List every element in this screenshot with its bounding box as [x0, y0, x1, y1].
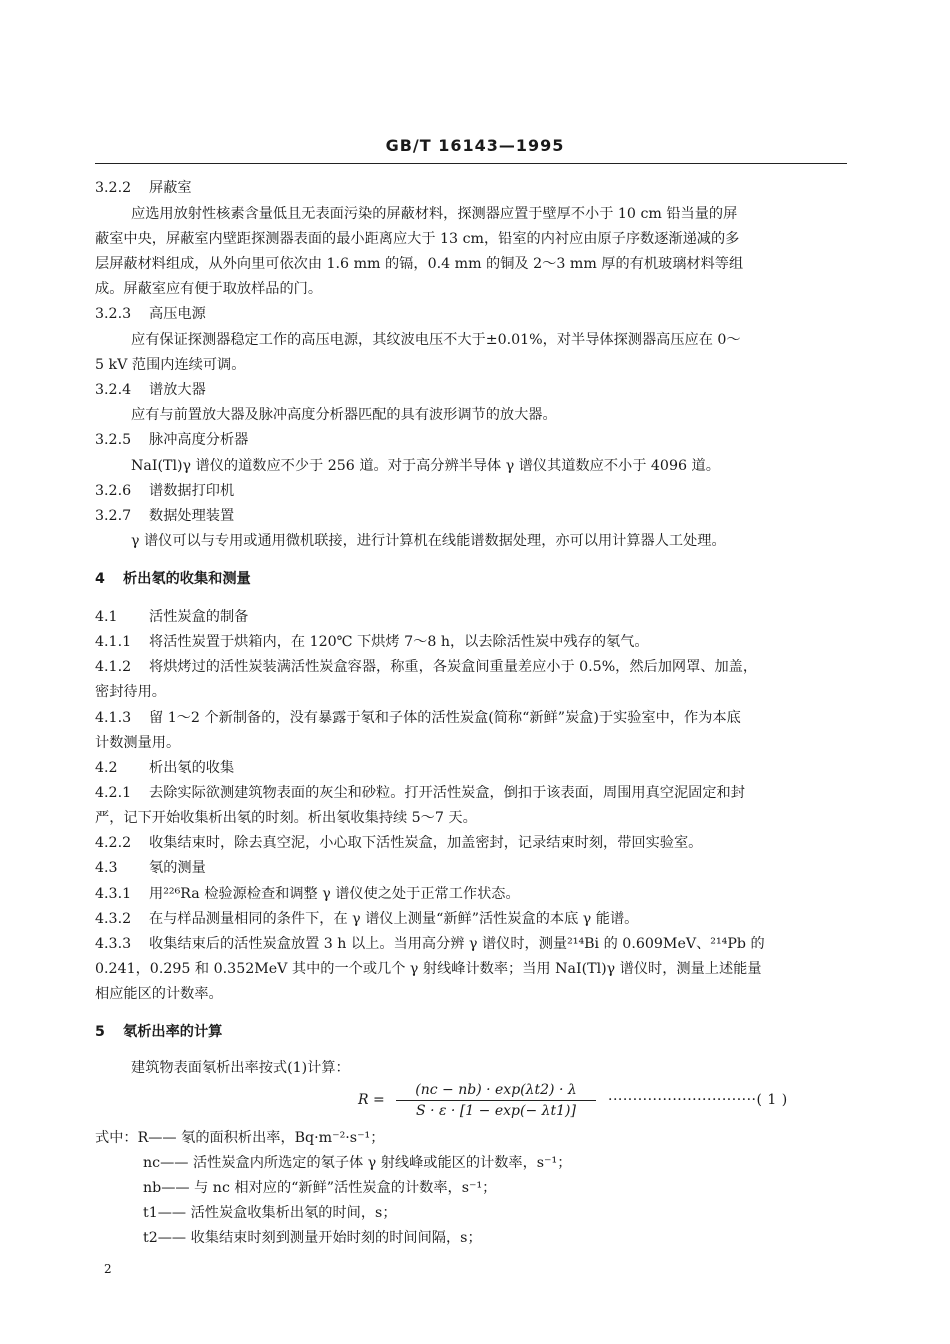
paragraph-line: NaI(Tl)γ 谱仪的道数应不少于 256 道。对于高分辨半导体 γ 谱仪其道数应不小于 4096 道。 — [131, 458, 720, 474]
paragraph-line: 应有与前置放大器及脉冲高度分析器匹配的具有波形调节的放大器。 — [131, 407, 557, 423]
clause-4-1-3: 4.1.3 留 1～2 个新制备的，没有暴露于氡和子体的活性炭盒(简称“新鲜”炭盒)于实验室中，作为本底 — [95, 710, 741, 726]
clause-4-3-2: 4.3.2 在与样品测量相同的条件下，在 γ 谱仪上测量“新鲜”活性炭盒的本底 γ 能谱。 — [95, 911, 639, 927]
clause-3-2-5-heading: 3.2.5 脉冲高度分析器 — [95, 432, 249, 448]
clause-4-1-1: 4.1.1 将活性炭置于烘箱内，在 120℃ 下烘烤 7～8 h，以去除活性炭中残存的氡气。 — [95, 634, 649, 650]
equation-denominator: S · ε · [1 − exp(− λt1)] — [416, 1103, 576, 1119]
clause-3-2-3-heading: 3.2.3 高压电源 — [95, 306, 206, 322]
paragraph-line: 蔽室中央，屏蔽室内壁距探测器表面的最小距离应大于 13 cm，铅室的内衬应由原子序数逐渐递减的多 — [95, 231, 740, 247]
clause-3-2-7-heading: 3.2.7 数据处理装置 — [95, 508, 235, 524]
paragraph-line: 5 kV 范围内连续可调。 — [95, 357, 246, 373]
paragraph-line: 建筑物表面氡析出率按式(1)计算： — [131, 1060, 350, 1076]
variable-definition: 式中：R—— 氡的面积析出率，Bq·m⁻²·s⁻¹； — [95, 1130, 385, 1146]
paragraph-line: 密封待用。 — [95, 684, 166, 700]
clause-4-2-heading: 4.2 析出氡的收集 — [95, 760, 235, 776]
clause-4-2-2: 4.2.2 收集结束时，除去真空泥，小心取下活性炭盒，加盖密封，记录结束时刻，带回实验室。 — [95, 835, 703, 851]
paragraph-line: 0.241，0.295 和 0.352MeV 其中的一个或几个 γ 射线峰计数率；当用 NaI(Tl)γ 谱仪时，测量上述能量 — [95, 961, 762, 977]
equation-1 — [358, 1082, 838, 1122]
clause-4-1-heading: 4.1 活性炭盒的制备 — [95, 609, 249, 625]
paragraph-line: 严，记下开始收集析出氡的时刻。析出氡收集持续 5～7 天。 — [95, 810, 477, 826]
clause-4-3-heading: 4.3 氡的测量 — [95, 860, 206, 876]
header-rule — [95, 163, 847, 164]
section-4-heading: 4 析出氡的收集和测量 — [95, 571, 251, 587]
page-number: 2 — [104, 1262, 112, 1276]
clause-3-2-2-heading: 3.2.2 屏蔽室 — [95, 180, 192, 196]
equation-lhs: R = — [358, 1092, 385, 1108]
paragraph-line: 层屏蔽材料组成，从外向里可依次由 1.6 mm 的镉，0.4 mm 的铜及 2～3 mm 厚的有机玻璃材料等组 — [95, 256, 744, 272]
standard-code-header: GB/T 16143—1995 — [385, 136, 565, 155]
clause-4-3-1: 4.3.1 用²²⁶Ra 检验源检查和调整 γ 谱仪使之处于正常工作状态。 — [95, 886, 520, 902]
variable-definition: nc—— 活性炭盒内所选定的氡子体 γ 射线峰或能区的计数率，s⁻¹； — [143, 1155, 572, 1171]
paragraph-line: 应选用放射性核素含量低且无表面污染的屏蔽材料，探测器应置于壁厚不小于 10 cm 铅当量的屏 — [131, 206, 738, 222]
equation-numerator: (nc − nb) · exp(λt2) · λ — [415, 1082, 577, 1098]
variable-definition: nb—— 与 nc 相对应的“新鲜”活性炭盒的计数率，s⁻¹； — [143, 1180, 497, 1196]
clause-3-2-6-heading: 3.2.6 谱数据打印机 — [95, 483, 235, 499]
paragraph-line: γ 谱仪可以与专用或通用微机联接，进行计算机在线能谱数据处理，亦可以用计算器人工处理。 — [131, 533, 726, 549]
clause-3-2-4-heading: 3.2.4 谱放大器 — [95, 382, 206, 398]
paragraph-line: 计数测量用。 — [95, 735, 181, 751]
clause-4-3-3: 4.3.3 收集结束后的活性炭盒放置 3 h 以上。当用高分辨 γ 谱仪时，测量²¹⁴Bi 的 0.609MeV、²¹⁴Pb 的 — [95, 936, 765, 952]
paragraph-line: 成。屏蔽室应有便于取放样品的门。 — [95, 281, 323, 297]
section-5-heading: 5 氡析出率的计算 — [95, 1024, 223, 1040]
paragraph-line: 应有保证探测器稳定工作的高压电源，其纹波电压不大于±0.01%，对半导体探测器高压应在 0～ — [131, 332, 741, 348]
variable-definition: t1—— 活性炭盒收集析出氡的时间，s； — [143, 1205, 397, 1221]
equation-label: ······························( 1 ) — [608, 1092, 788, 1108]
clause-4-2-1: 4.2.1 去除实际欲测建筑物表面的灰尘和砂粒。打开活性炭盒，倒扣于该表面，周围用真空泥固定和封 — [95, 785, 745, 801]
clause-4-1-2: 4.1.2 将烘烤过的活性炭装满活性炭盒容器，称重，各炭盒间重量差应小于 0.5%，然后加网罩、加盖， — [95, 659, 758, 675]
equation-fraction — [396, 1082, 596, 1119]
paragraph-line: 相应能区的计数率。 — [95, 986, 223, 1002]
variable-definition: t2—— 收集结束时刻到测量开始时刻的时间间隔，s； — [143, 1230, 482, 1246]
